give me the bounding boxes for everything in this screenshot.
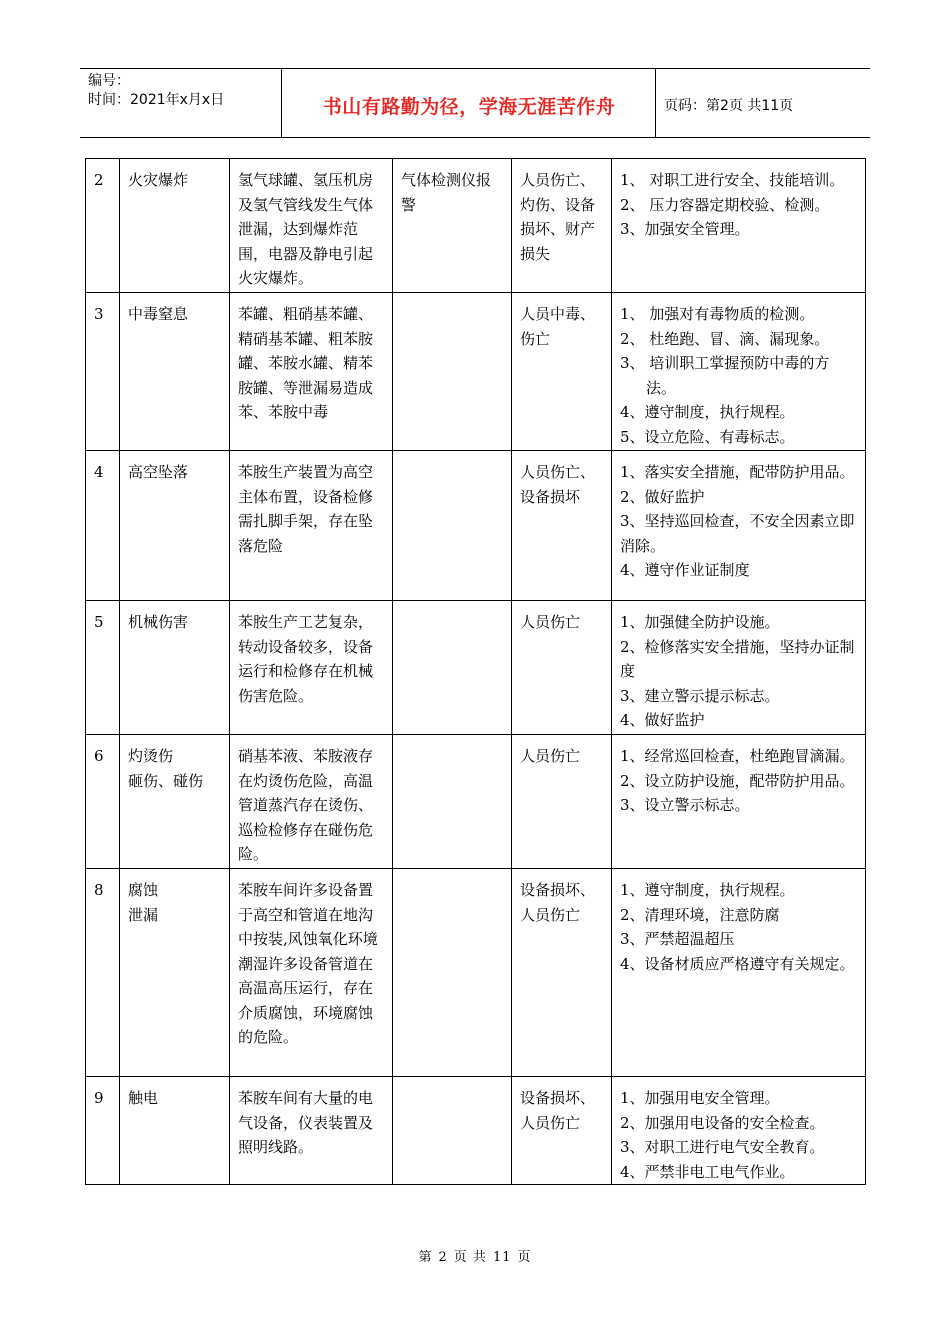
- hazard-type-line: 机械伤害: [128, 613, 189, 631]
- hazard-type-cell: [120, 735, 230, 869]
- hazard-type-line: 泄漏: [128, 905, 159, 924]
- row-number-cell: 8: [86, 869, 120, 1077]
- page-footer: [0, 1246, 950, 1265]
- row-number-cell: 5: [86, 601, 120, 735]
- hazard-cause-cell: 苯胺车间许多设备置于高空和管道在地沟中按装,风蚀氧化环境潮湿许多设备管道在高温高压运行，存在介质腐蚀，环境腐蚀的危险。: [230, 869, 393, 1077]
- hazard-type-line: 砸伤、碰伤: [128, 771, 204, 790]
- measures-cell: [612, 869, 866, 1077]
- hazard-cause-cell: 苯罐、粗硝基苯罐、精硝基苯罐、粗苯胺罐、苯胺水罐、精苯胺罐、等泄漏易造成苯、苯胺中毒: [230, 293, 393, 451]
- hazard-cause-cell: 氢气球罐、氢压机房及氢气管线发生气体泄漏，达到爆炸范围，电器及静电引起火灾爆炸。: [230, 159, 393, 293]
- row-number-cell: 6: [86, 735, 120, 869]
- table-row: [86, 451, 866, 601]
- measure-item: 3、加强安全管理。: [620, 220, 750, 238]
- measures-cell: [612, 451, 866, 601]
- hazard-type-cell: [120, 1077, 230, 1185]
- measure-item: 2、 压力容器定期校验、检测。: [620, 195, 830, 214]
- page-header: [80, 68, 870, 138]
- detection-cell: [393, 735, 512, 869]
- hazard-table: [85, 158, 866, 1185]
- table-row: [86, 735, 866, 869]
- row-number-cell: 4: [86, 451, 120, 601]
- row-number-cell: 9: [86, 1077, 120, 1185]
- hazard-type-line: 中毒窒息: [128, 305, 189, 323]
- footer-total: 11: [492, 1250, 512, 1265]
- measure-item: 2、设立防护设施，配带防护用品。: [620, 771, 855, 790]
- header-page-number: 页码：第2页 共11页: [664, 98, 794, 114]
- hazard-type-cell: [120, 869, 230, 1077]
- measure-item: 3、 培训职工掌握预防中毒的方法。: [620, 354, 830, 397]
- hazard-cause-cell: 苯胺生产工艺复杂，转动设备较多，设备运行和检修存在机械伤害危险。: [230, 601, 393, 735]
- measure-item: 5、设立危险、有毒标志。: [620, 427, 795, 446]
- document-number-label: 编号：: [88, 73, 130, 89]
- footer-page: 2: [438, 1250, 448, 1265]
- hazard-type-cell: [120, 293, 230, 451]
- table-row: [86, 869, 866, 1077]
- header-motto: 书山有路勤为径，学海无涯苦作舟: [322, 95, 616, 118]
- hazard-cause-cell: 硝基苯液、苯胺液存在灼烫伤危险，高温管道蒸汽存在烫伤、巡检检修存在碰伤危险。: [230, 735, 393, 869]
- measures-cell: [612, 601, 866, 735]
- measure-item: 3、坚持巡回检查，不安全因素立即消除。: [620, 512, 855, 555]
- table-row: [86, 293, 866, 451]
- header-meta: [80, 69, 282, 137]
- row-number-cell: 3: [86, 293, 120, 451]
- detection-cell: [393, 451, 512, 601]
- measure-item: 3、设立警示标志。: [620, 796, 750, 814]
- table-row: [86, 1077, 866, 1185]
- measures-cell: [612, 1077, 866, 1185]
- measure-item: 1、遵守制度，执行规程。: [620, 881, 795, 899]
- measure-item: 3、严禁超温超压: [620, 930, 735, 948]
- consequence-cell: 人员伤亡: [512, 601, 612, 735]
- hazard-table-body: [86, 159, 866, 1185]
- consequence-cell: 人员伤亡: [512, 735, 612, 869]
- measures-cell: [612, 735, 866, 869]
- hazard-type-line: 灼烫伤: [128, 747, 174, 765]
- hazard-type-line: 火灾爆炸: [128, 171, 189, 189]
- detection-cell: 气体检测仪报警: [393, 159, 512, 293]
- measures-cell: [612, 159, 866, 293]
- hazard-type-cell: [120, 601, 230, 735]
- measure-item: 2、加强用电设备的安全检查。: [620, 1113, 825, 1132]
- hazard-type-cell: [120, 451, 230, 601]
- header-motto-cell: [283, 69, 656, 137]
- consequence-cell: 人员伤亡、设备损坏: [512, 451, 612, 601]
- measure-item: 2、检修落实安全措施，坚持办证制度: [620, 637, 855, 680]
- detection-cell: [393, 601, 512, 735]
- detection-cell: [393, 869, 512, 1077]
- measure-item: 3、建立警示提示标志。: [620, 686, 780, 705]
- hazard-type-line: 触电: [128, 1089, 159, 1107]
- detection-cell: [393, 293, 512, 451]
- measure-item: 4、遵守作业证制度: [620, 561, 750, 579]
- consequence-cell: 人员中毒、伤亡: [512, 293, 612, 451]
- document-date-label: 时间：2021年x月x日: [88, 92, 225, 108]
- consequence-cell: 设备损坏、人员伤亡: [512, 869, 612, 1077]
- table-row: [86, 159, 866, 293]
- measure-item: 1、加强用电安全管理。: [620, 1089, 780, 1107]
- consequence-cell: 人员伤亡、灼伤、设备损坏、财产损失: [512, 159, 612, 293]
- measure-item: 4、设备材质应严格遵守有关规定。: [620, 954, 855, 973]
- hazard-type-cell: [120, 159, 230, 293]
- row-number-cell: 2: [86, 159, 120, 293]
- hazard-type-line: 腐蚀: [128, 881, 159, 899]
- measures-cell: [612, 293, 866, 451]
- measure-item: 1、加强健全防护设施。: [620, 613, 780, 631]
- measure-item: 1、经常巡回检查，杜绝跑冒滴漏。: [620, 747, 855, 765]
- measure-item: 1、 对职工进行安全、技能培训。: [620, 171, 845, 189]
- measure-item: 4、做好监护: [620, 711, 705, 729]
- detection-cell: [393, 1077, 512, 1185]
- table-row: [86, 601, 866, 735]
- measure-item: 2、做好监护: [620, 487, 705, 506]
- measure-item: 3、对职工进行电气安全教育。: [620, 1138, 825, 1156]
- measure-item: 2、 杜绝跑、冒、滴、漏现象。: [620, 329, 830, 348]
- measure-item: 2、清理环境，注意防腐: [620, 905, 780, 924]
- consequence-cell: 设备损坏、人员伤亡: [512, 1077, 612, 1185]
- measure-item: 4、严禁非电工电气作业。: [620, 1162, 795, 1181]
- footer-prefix: 第: [418, 1250, 433, 1265]
- measure-item: 1、 加强对有毒物质的检测。: [620, 305, 815, 323]
- measure-item: 4、遵守制度，执行规程。: [620, 403, 795, 421]
- hazard-cause-cell: 苯胺生产装置为高空主体布置，设备检修需扎脚手架，存在坠落危险: [230, 451, 393, 601]
- footer-mid: 页 共: [453, 1250, 487, 1265]
- hazard-cause-cell: 苯胺车间有大量的电气设备，仪表装置及照明线路。: [230, 1077, 393, 1185]
- footer-suffix: 页: [517, 1250, 532, 1265]
- hazard-type-line: 高空坠落: [128, 463, 189, 481]
- measure-item: 1、落实安全措施，配带防护用品。: [620, 463, 855, 481]
